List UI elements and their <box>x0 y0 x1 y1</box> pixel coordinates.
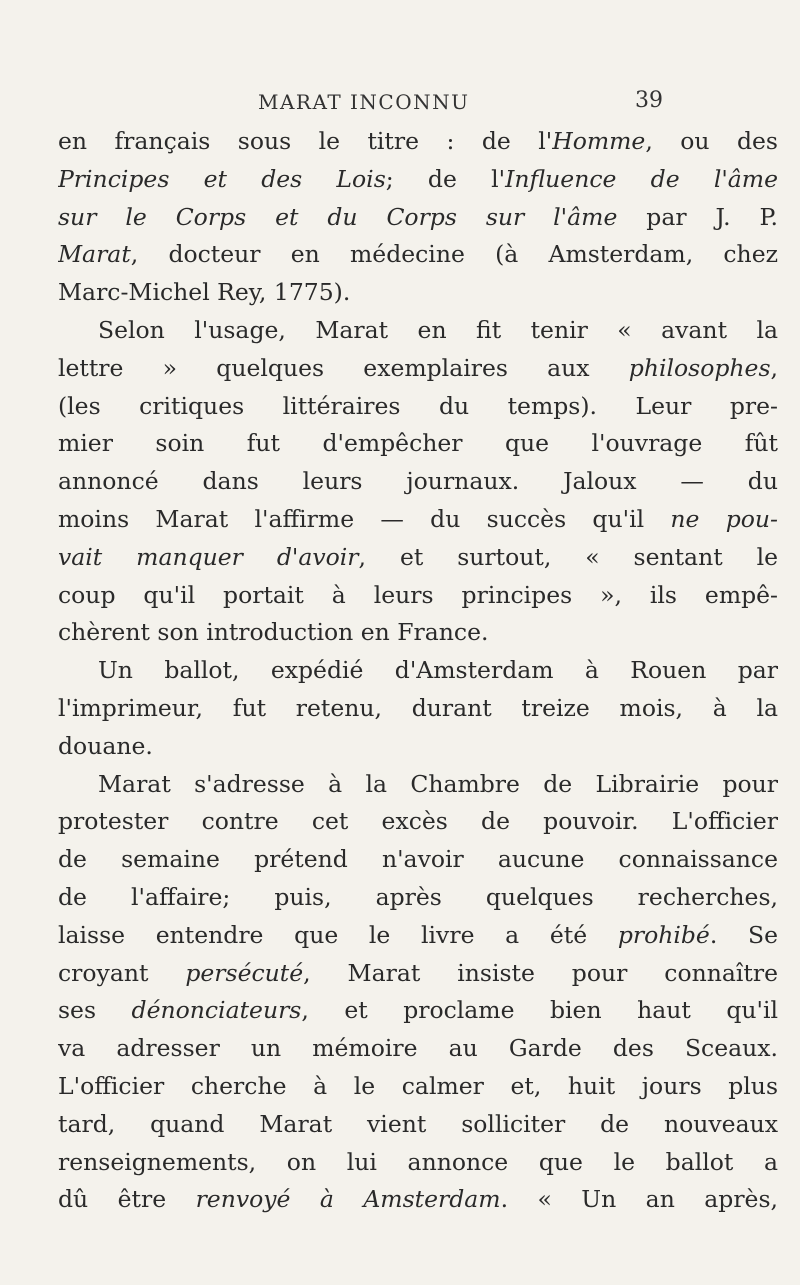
text-segment: . Se <box>709 920 778 949</box>
text-line <box>58 161 778 199</box>
text-segment: renseignements, on lui annonce que le ballot a <box>58 1147 778 1176</box>
text-segment: , et proclame bien haut qu'il <box>301 996 778 1025</box>
text-segment: de l'affaire; puis, après quelques recherches, <box>58 882 778 911</box>
text-line <box>58 766 778 804</box>
text-line <box>58 312 778 350</box>
text-segment: dû être <box>58 1185 196 1214</box>
text-segment: Marc-Michel Rey, 1775). <box>58 278 351 307</box>
italic-segment: prohibé <box>617 920 710 949</box>
italic-segment: persécuté <box>185 958 304 987</box>
text-line <box>58 274 778 312</box>
text-segment: annoncé dans leurs journaux. Jaloux — du <box>58 467 778 496</box>
text-segment: Selon l'usage, Marat en fit tenir « avant la <box>98 315 778 344</box>
text-segment: . « Un an après, <box>500 1185 778 1214</box>
text-segment: par J. P. <box>617 202 778 231</box>
text-line <box>58 879 778 917</box>
text-line <box>58 501 778 539</box>
text-line <box>58 199 778 237</box>
text-segment: , docteur en médecine (à Amsterdam, chez <box>130 240 778 269</box>
text-line <box>58 123 778 161</box>
italic-segment: philosophes <box>628 353 771 382</box>
text-line <box>58 917 778 955</box>
text-segment: L'officier cherche à le calmer et, huit jours plus <box>58 1071 778 1100</box>
text-line <box>58 1144 778 1182</box>
italic-segment: sur le Corps et du Corps sur l'âme <box>58 202 618 231</box>
text-line <box>58 652 778 690</box>
text-line <box>58 236 778 274</box>
text-line <box>58 463 778 501</box>
text-segment: (les critiques littéraires du temps). Leur pre- <box>58 391 778 420</box>
text-line <box>58 841 778 879</box>
text-line <box>58 728 778 766</box>
text-segment: , <box>770 353 778 382</box>
text-line <box>58 1181 778 1219</box>
text-segment: laisse entendre que le livre a été <box>58 920 618 949</box>
italic-segment: Principes et des Lois <box>58 164 386 193</box>
text-segment: va adresser un mémoire au Garde des Sceaux. <box>58 1034 778 1063</box>
text-segment: , ou des <box>645 127 778 155</box>
text-line <box>58 1106 778 1144</box>
text-segment: Marat s'adresse à la Chambre de Librairie pour <box>98 769 778 798</box>
running-title: MARAT INCONNU <box>258 90 470 114</box>
italic-segment: dénonciateurs <box>131 996 302 1025</box>
text-segment: , Marat insiste pour connaître <box>303 958 778 987</box>
text-segment: , et surtout, « sentant le <box>358 542 778 571</box>
text-line <box>58 1068 778 1106</box>
text-line <box>58 350 778 388</box>
text-line <box>58 539 778 577</box>
running-header <box>0 86 800 120</box>
italic-segment: vait manquer d'avoir <box>58 542 359 571</box>
text-line <box>58 992 778 1030</box>
text-line <box>58 1030 778 1068</box>
text-line <box>58 803 778 841</box>
text-line <box>58 577 778 615</box>
text-line <box>58 614 778 652</box>
text-line <box>58 388 778 426</box>
text-segment: de semaine prétend n'avoir aucune connaissance <box>58 845 778 874</box>
text-segment: lettre » quelques exemplaires aux <box>58 353 629 382</box>
text-segment: ; de l' <box>385 164 506 193</box>
text-segment: en français sous le titre : de l' <box>58 127 553 155</box>
italic-segment: ne pou- <box>670 504 778 533</box>
text-segment: Un ballot, expédié d'Amsterdam à Rouen par <box>98 656 778 685</box>
page-number: 39 <box>635 88 663 113</box>
italic-segment: renvoyé à Amsterdam <box>195 1185 501 1214</box>
italic-segment: Influence de l'âme <box>505 164 778 193</box>
text-segment: mier soin fut d'empêcher que l'ouvrage fût <box>58 429 778 458</box>
text-segment: ses <box>58 996 132 1025</box>
text-segment: moins Marat l'affirme — du succès qu'il <box>58 504 671 533</box>
text-segment: l'imprimeur, fut retenu, durant treize mois, à la <box>58 693 778 722</box>
text-line <box>58 690 778 728</box>
text-segment: chèrent son introduction en France. <box>58 618 489 647</box>
text-segment: protester contre cet excès de pouvoir. L'officier <box>58 807 778 836</box>
text-segment: tard, quand Marat vient solliciter de nouveaux <box>58 1109 778 1138</box>
text-segment: croyant <box>58 958 186 987</box>
text-segment: coup qu'il portait à leurs principes », ils empê- <box>58 580 778 609</box>
body-text <box>58 123 778 1219</box>
text-segment: douane. <box>58 731 153 760</box>
italic-segment: Homme <box>552 127 646 155</box>
italic-segment: Marat <box>58 240 131 269</box>
text-line <box>58 955 778 993</box>
text-line <box>58 425 778 463</box>
